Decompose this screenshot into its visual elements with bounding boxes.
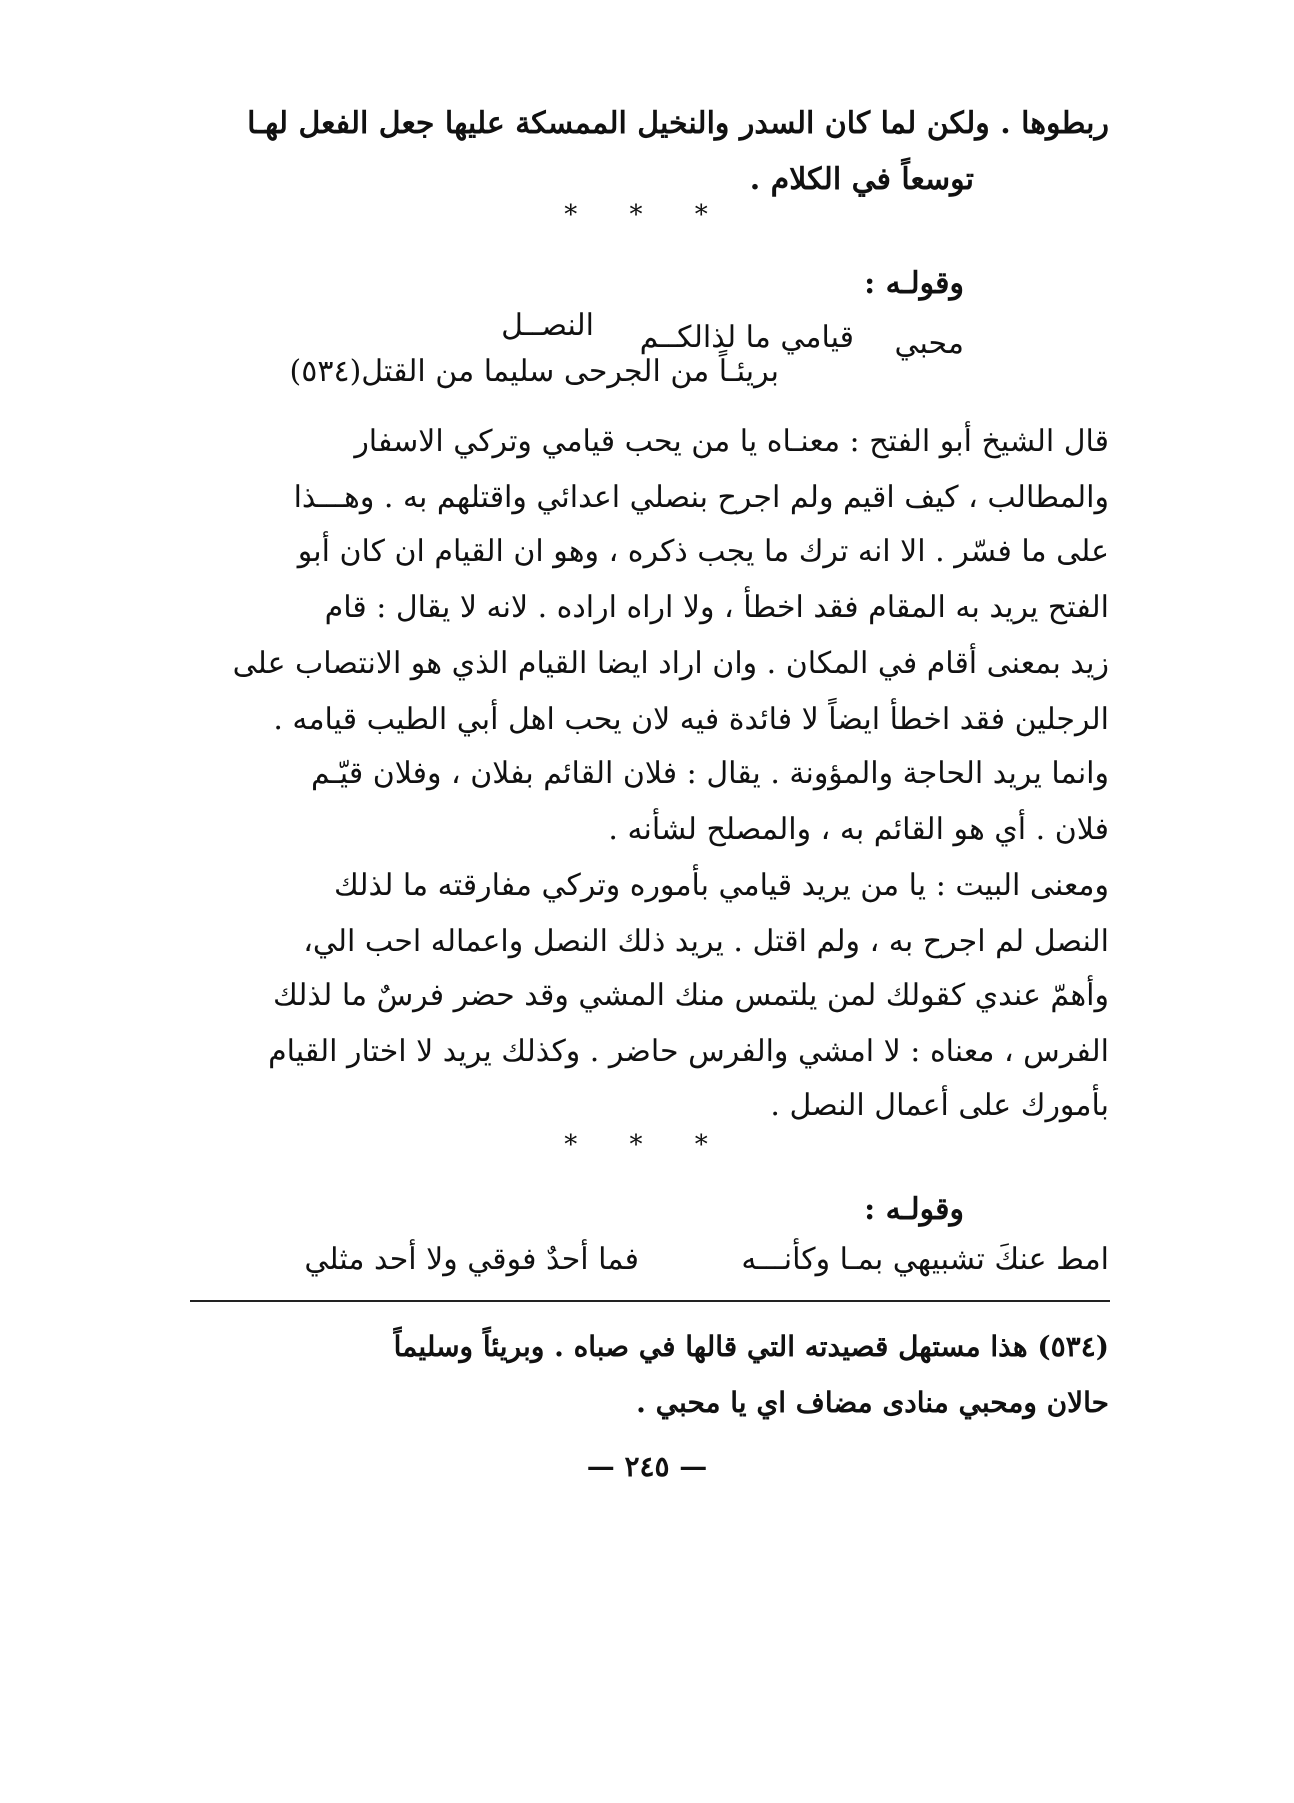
- section-separator: * * *: [564, 200, 730, 230]
- text-line: وأهمّ عندي كقولك لمن يلتمس منك المشي وقد حضر فرسٌ ما لذلك: [272, 978, 1109, 1013]
- verse-hemistich: محبي: [894, 326, 964, 361]
- text-line: ربطوها . ولكن لما كان السدر والنخيل الممسكة عليها جعل الفعل لهـا: [247, 106, 1109, 141]
- footnote-line: (٥٣٤) هذا مستهل قصيدته التي قالها في صباه . وبريئاً وسليماً: [393, 1330, 1109, 1363]
- verse-intro: وقولـه :: [864, 1192, 964, 1227]
- text-line: فلان . أي هو القائم به ، والمصلح لشأنه .: [608, 812, 1109, 847]
- text-line: توسعاً في الكلام .: [749, 162, 974, 197]
- text-line: الفرس ، معناه : لا امشي والفرس حاضر . وكذلك يريد لا اختار القيام: [268, 1034, 1109, 1069]
- verse-hemistich: فما أحدٌ فوقي ولا أحد مثلي: [304, 1242, 639, 1277]
- footnote-line: حالان ومحبي منادى مضاف اي يا محبي .: [636, 1386, 1109, 1419]
- page-number: — ٢٤٥ —: [586, 1450, 708, 1483]
- footnote-divider: [190, 1300, 1110, 1302]
- verse-hemistich: النصــل: [501, 308, 594, 343]
- text-line: الفتح يريد به المقام فقد اخطأ ، ولا اراه اراده . لانه لا يقال : قام: [324, 590, 1109, 625]
- verse-hemistich: قيامي ما لذالكــم: [639, 320, 854, 355]
- section-separator: * * *: [564, 1130, 730, 1160]
- text-line: بأمورك على أعمال النصل .: [770, 1088, 1109, 1123]
- text-line: قال الشيخ أبو الفتح : معنـاه يا من يحب قيامي وتركي الاسفار: [354, 424, 1109, 459]
- text-line: على ما فسّر . الا انه ترك ما يجب ذكره ، وهو ان القيام ان كان أبو: [297, 534, 1109, 569]
- verse-hemistich: بريئـاً من الجرحى سليما من القتل(٥٣٤): [289, 354, 779, 389]
- text-line: الرجلين فقد اخطأ ايضاً لا فائدة فيه لان يحب اهل أبي الطيب قيامه .: [273, 702, 1109, 737]
- text-line: النصل لم اجرح به ، ولم اقتل . يريد ذلك النصل واعماله احب الي،: [303, 924, 1109, 959]
- text-line: والمطالب ، كيف اقيم ولم اجرح بنصلي اعدائي واقتلهم به . وهـــذا: [293, 480, 1109, 515]
- verse-hemistich: امط عنكَ تشبيهي بمـا وكأنـــه: [741, 1242, 1109, 1277]
- text-line: زيد بمعنى أقام في المكان . وان اراد ايضا القيام الذي هو الانتصاب على: [232, 646, 1109, 681]
- text-line: ومعنى البيت : يا من يريد قيامي بأموره وتركي مفارقته ما لذلك: [334, 868, 1109, 903]
- text-line: وانما يريد الحاجة والمؤونة . يقال : فلان القائم بفلان ، وفلان قيّـم: [311, 756, 1109, 791]
- verse-intro: وقولـه :: [864, 266, 964, 301]
